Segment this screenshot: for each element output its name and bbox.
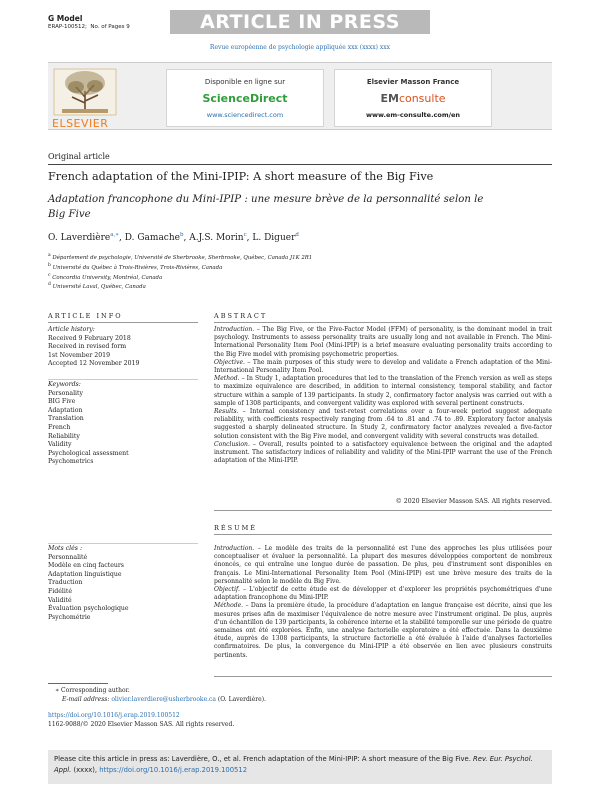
mots-cles-title: Mots clés : (48, 545, 83, 552)
em-consulte-logo (335, 92, 491, 105)
divider (214, 322, 552, 323)
ref-code: ERAP-100512; (48, 24, 87, 30)
history-title: Article history: (48, 326, 95, 333)
resume-paragraph: Introduction. – Le modèle des traits de la personnalité est l'une des approches les plus utilisées pour conceptualiser et évaluer la personnalité. La plupart des mesures développées comportent de nombreux énoncés, ce qui entraîne une longue durée de passation. De plus, peu d'instrument sont disponibles en français. Le Mini-International Personality Item Pool (Mini-IPIP) est une brève mesure des traits de la personnalité selon le modèle du Big Five. (214, 545, 552, 585)
email-label: E-mail address: (62, 696, 110, 703)
mot-cle-item: Traduction (48, 579, 83, 587)
divider (214, 510, 552, 511)
keyword-item: Validity (48, 441, 72, 449)
mot-cle-item: Évaluation psychologique (48, 605, 129, 613)
abstract-paragraph: Method. – In Study 1, adaptation procedures that led to the translation of the French version as well as steps to maximize equivalence are described, in addition to internal consistency, temporal stability, and factor structure within a sample of 139 participants. In study 2, confirmatory factor analysis was carried out with a sample of 1308 participants, and convergent validity was explored with several pertinent constructs. (214, 375, 552, 407)
issn-line: 1162-9088/© 2020 Elsevier Masson SAS. All rights reserved. (48, 721, 235, 728)
reference-line (48, 24, 130, 30)
keyword-item: Reliability (48, 432, 80, 440)
author-name[interactable]: O. Laverdière (48, 233, 111, 243)
divider (48, 322, 198, 323)
sciencedirect-url-link[interactable]: www.sciencedirect.com (206, 111, 284, 119)
resume-body (214, 545, 552, 660)
email-suffix: (O. Laverdière). (215, 696, 266, 703)
article-alt-title: Adaptation francophone du Mini-IPIP : une mesure brève de la personnalité selon le Big Five (48, 194, 484, 220)
mots-cles-list (48, 545, 129, 622)
resume-paragraph: Méthode. – Dans la première étude, la procédure d'adaptation en langue française est décrite, ainsi que les mesures prises afin de maximiser l'équivalence de notre mesure avec l'instrument original. De plus, auprès d'un échantillon de 139 participants, la cohérence interne et la stabilité temporelle sur une période de quatre semaines ont été explorées. Enfin, une analyse factorielle exploratoire a été effectuée. Dans la deuxième étude, auprès de 1308 participants, la structure factorielle a été évaluée à l'aide d'analyses factorielles confirmatoires. De plus, la convergence du Mini-IPIP a été observée en lien avec plusieurs construits pertinents. (214, 602, 552, 659)
sd-available-text: Disponible en ligne sur (204, 78, 286, 86)
keyword-item: Translation (48, 415, 84, 423)
author-name[interactable]: D. Gamache (124, 233, 180, 243)
mot-cle-item: Adaptation linguistique (48, 570, 122, 578)
keyword-item: Personality (48, 389, 84, 397)
article-in-press-banner: ARTICLE IN PRESS (170, 10, 430, 34)
author-affil-sup[interactable]: a,∗ (110, 232, 119, 238)
article-info-heading: ARTICLE INFO (48, 312, 123, 320)
keyword-item: BIG Five (48, 398, 76, 406)
em-logo-part-a: EM (380, 92, 399, 105)
mot-cle-item: Modèle en cinq facteurs (48, 562, 124, 570)
corresponding-author-note: ∗ Corresponding author. (55, 687, 130, 694)
resume-heading: RÉSUMÉ (214, 524, 257, 532)
affiliation-item: $^a$ Département de psychologie, Université de Sherbrooke, Sherbrooke, Québec, Canada J1K 2R1 (48, 253, 313, 261)
citation-box (48, 750, 552, 784)
keyword-item: Adaptation (48, 406, 83, 414)
history-item: 1st November 2019 (48, 351, 111, 359)
keywords-list (48, 381, 129, 467)
citation-text: Please cite this article in press as: Laverdière, O., et al. French adaptation of the Mini-IPIP: A short measure of the Big Five. (54, 755, 471, 763)
publisher-banner (48, 62, 552, 130)
abstract-paragraph: Introduction. – The Big Five, or the Five-Factor Model (FFM) of personality, is the dominant model in trait psychology. Instruments to assess personality traits are usually long and not available in French. The Mini-International Personality Item Pool (Mini-IPIP) is a brief measure evaluating personality traits according to the Big Five model with promising psychometric properties. (214, 326, 552, 358)
doi-link[interactable]: https://doi.org/10.1016/j.erap.2019.100512 (48, 712, 180, 719)
citation-journal: Rev. Eur. Psychol. Appl. (54, 755, 533, 774)
article-type: Original article (48, 152, 110, 161)
abstract-paragraph: Conclusion. – Overall, results pointed to a satisfactory equivalence between the original and the adapted instrument. The satisfactory indices of reliability and validity of the Mini-IPIP warrant the use of the French adaptation of the Mini-IPIP. (214, 440, 552, 465)
mot-cle-item: Fidélité (48, 587, 73, 595)
author-affil-sup[interactable]: c (243, 232, 247, 238)
footnote-divider (48, 683, 108, 684)
article-title: French adaptation of the Mini-IPIP: A short measure of the Big Five (48, 170, 434, 183)
copyright-notice: © 2020 Elsevier Masson SAS. All rights reserved. (395, 498, 552, 505)
author-name[interactable]: L. Diguer (252, 233, 296, 243)
abstract-paragraph: Objective. – The main purposes of this study were to develop and validate a French adaptation of the Mini-International Personality Item Pool. (214, 358, 552, 375)
history-item: Received 9 February 2018 (48, 334, 131, 342)
author-list: O. Laverdière$^{a,∗}$, D. Gamache$^b$, A.J.S. Morin$^c$, L. Diguer$^d$ (48, 232, 299, 243)
article-history (48, 326, 139, 369)
affiliation-item: $^b$ Université du Québec à Trois-Rivières, Trois-Rivières, Canada (48, 262, 223, 271)
em-consulte-url-link[interactable]: www.em-consulte.com/en (365, 111, 461, 119)
abstract-paragraph: Results. – Internal consistency and test-retest correlations over a four-week period suggest adequate reliability, with coefficients respectively ranging from .64 to .81 and .74 to .89. Exploratory factor analysis suggested a sharply delineated structure. In Study 2, confirmatory factor analyzes revealed a five-factor solution consistent with the Big Five model, and convergent validity with several constructs was detailed. (214, 408, 552, 440)
divider (214, 676, 552, 677)
mot-cle-item: Personnalité (48, 553, 88, 561)
keywords-title: Keywords: (48, 381, 81, 388)
affiliation-item: $^c$ Concordia University, Montréal, Canada (48, 272, 163, 281)
keyword-item: Psychological assessment (48, 449, 129, 457)
divider (48, 543, 198, 544)
divider (214, 534, 552, 535)
email-note (62, 696, 266, 703)
affiliation-item: $^d$ Université Laval, Québec, Canada (48, 282, 146, 291)
history-item: Accepted 12 November 2019 (48, 360, 140, 368)
divider (48, 164, 552, 165)
mot-cle-item: Psychométrie (48, 613, 91, 621)
author-name[interactable]: A.J.S. Morin (189, 233, 244, 243)
em-consulte-box[interactable] (334, 69, 492, 127)
gmodel-label: G Model (48, 14, 83, 23)
abstract-body (214, 326, 552, 465)
keyword-item: Psychometrics (48, 458, 94, 466)
author-affil-sup[interactable]: b (179, 232, 184, 238)
citation-doi-link[interactable]: https://doi.org/10.1016/j.erap.2019.100512 (99, 765, 248, 774)
journal-name-link[interactable]: Revue européenne de psychologie appliquée xxx (xxxx) xxx (209, 44, 391, 51)
em-publisher-text: Elsevier Masson France (366, 78, 460, 86)
email-link[interactable]: olivier.laverdiere@usherbrooke.ca (111, 696, 216, 703)
sciencedirect-box[interactable] (166, 69, 324, 127)
author-affil-sup[interactable]: d (295, 232, 299, 238)
affiliations (48, 252, 312, 291)
elsevier-wordmark: ELSEVIER (52, 117, 109, 130)
abstract-heading: ABSTRACT (214, 312, 268, 320)
divider (48, 379, 198, 380)
resume-paragraph: Objectif. – L'objectif de cette étude est de développer et d'explorer les propriétés psychométriques d'une adaptation francophone du Mini-IPIP. (214, 586, 552, 602)
citation-year: (xxxx), (73, 765, 98, 774)
keyword-item: French (48, 423, 71, 431)
sciencedirect-logo: ScienceDirect (202, 92, 288, 105)
history-item: Received in revised form (48, 343, 127, 351)
mot-cle-item: Validité (48, 596, 72, 604)
em-logo-part-b: consulte (398, 92, 446, 105)
page-count: No. of Pages 9 (90, 24, 130, 30)
